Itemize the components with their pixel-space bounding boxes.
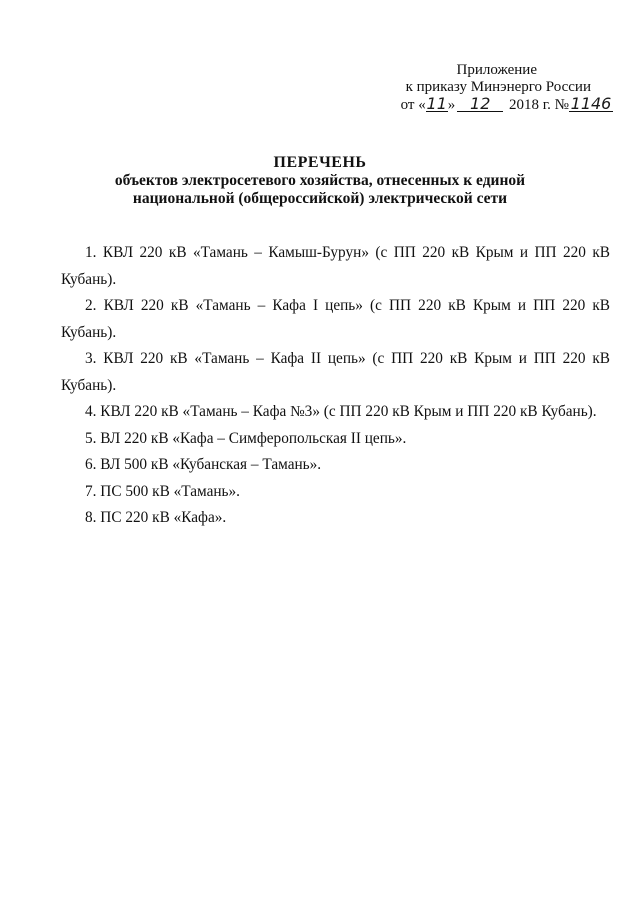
- handwritten-day: 11: [426, 94, 447, 113]
- attachment-header: [401, 62, 613, 114]
- attachment-label: Приложение: [456, 62, 537, 78]
- list-item: 8. ПС 220 кВ «Кафа».: [85, 509, 227, 526]
- list-item: 1. КВЛ 220 кВ «Тамань – Камыш-Бурун» (с ПП 220 кВ Крым и ПП 220 кВ Кубань).: [61, 244, 610, 288]
- date-year: 2018 г. №: [508, 97, 569, 113]
- title-subtitle-line1: объектов электросетевого хозяйства, отнесенных к единой: [114, 172, 526, 189]
- date-separator: »: [447, 97, 456, 113]
- list-item: 7. ПС 500 кВ «Тамань».: [85, 482, 241, 500]
- document-title: [0, 154, 640, 208]
- list-item: 5. ВЛ 220 кВ «Кафа – Симферопольская II цепь».: [85, 429, 407, 447]
- list-item: 6. ВЛ 500 кВ «Кубанская – Тамань».: [85, 456, 322, 473]
- list-item: 3. КВЛ 220 кВ «Тамань – Кафа II цепь» (с ПП 220 кВ Крым и ПП 220 кВ Кубань).: [61, 350, 610, 394]
- date-prefix: от «: [400, 97, 426, 113]
- handwritten-order-number: 1146: [570, 94, 612, 113]
- list-item: 2. КВЛ 220 кВ «Тамань – Кафа I цепь» (с ПП 220 кВ Крым и ПП 220 кВ Кубань).: [61, 297, 610, 341]
- title-heading: ПЕРЕЧЕНЬ: [273, 154, 367, 171]
- attachment-date-line: [401, 96, 613, 114]
- list-item: 4. КВЛ 220 кВ «Тамань – Кафа №3» (с ПП 220 кВ Крым и ПП 220 кВ Кубань).: [85, 403, 597, 420]
- objects-list: [61, 240, 610, 532]
- attachment-order-reference: к приказу Минэнерго России: [405, 79, 591, 95]
- handwritten-month: 12: [457, 96, 503, 112]
- title-subtitle-line2: национальной (общероссийской) электрической сети: [132, 190, 508, 207]
